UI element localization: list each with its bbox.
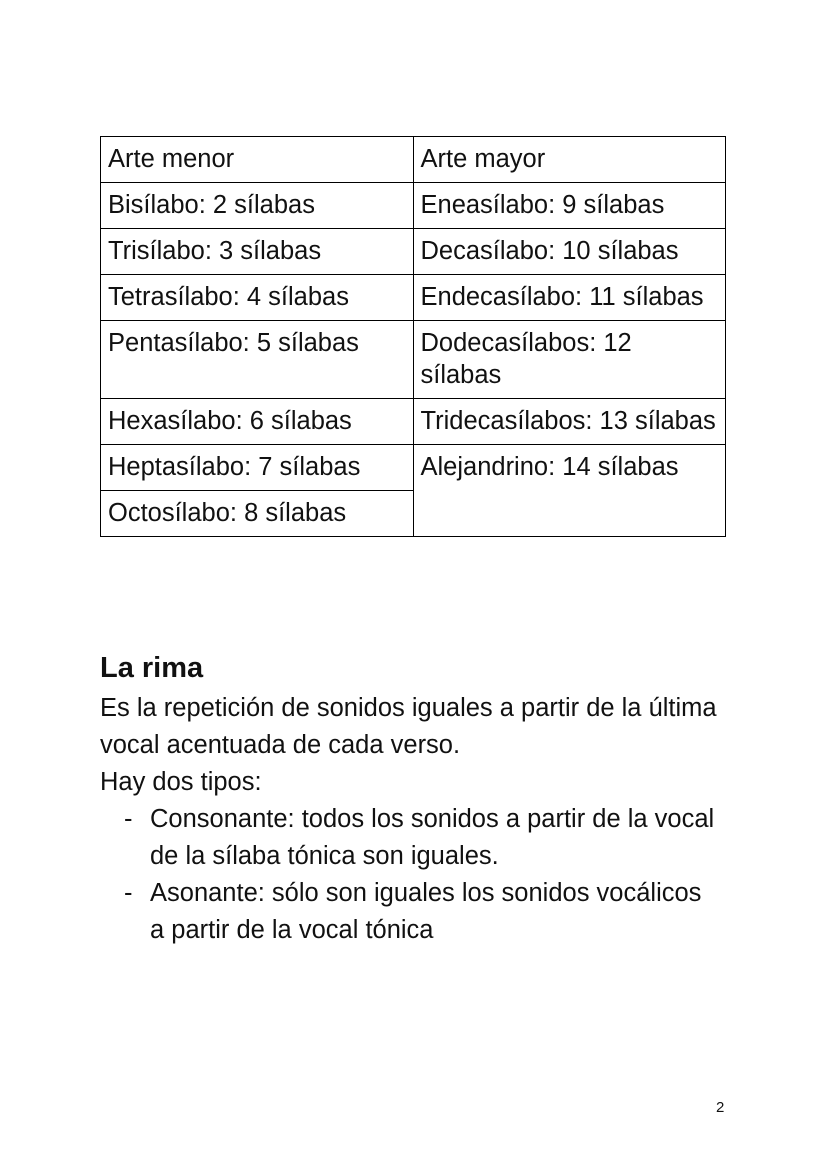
arte-menor-cell: Bisílabo: 2 sílabas [101,183,414,229]
table-row [101,275,726,321]
types-intro: Hay dos tipos: [100,768,262,796]
dash-bullet-icon: - [124,805,133,833]
table-header-row [101,137,726,183]
rima-definition: Es la repetición de sonidos iguales a partir de la última vocal acentuada de cada verso. [100,694,717,759]
list-item [100,875,720,949]
arte-menor-cell: Octosílabo: 8 sílabas [101,491,414,537]
arte-menor-cell: Heptasílabo: 7 sílabas [101,445,414,491]
arte-menor-cell: Tetrasílabo: 4 sílabas [101,275,414,321]
arte-menor-cell: Trisílabo: 3 sílabas [101,229,414,275]
table-row [101,183,726,229]
header-arte-menor: Arte menor [101,137,414,183]
verse-meter-table [100,136,726,537]
table-row [101,229,726,275]
list-item [100,801,720,875]
table-row [101,399,726,445]
arte-menor-cell: Hexasílabo: 6 sílabas [101,399,414,445]
arte-mayor-cell: Alejandrino: 14 sílabas [413,445,726,537]
arte-mayor-cell: Tridecasílabos: 13 sílabas [413,399,726,445]
rhyme-types-list [100,801,720,949]
list-item-text: Asonante: sólo son iguales los sonidos vocálicos a partir de la vocal tónica [150,879,702,944]
header-arte-mayor: Arte mayor [413,137,726,183]
table-row [101,445,726,491]
arte-mayor-cell: Decasílabo: 10 sílabas [413,229,726,275]
page-number: 2 [716,1099,725,1116]
table-row [101,321,726,399]
arte-menor-cell: Pentasílabo: 5 sílabas [101,321,414,399]
dash-bullet-icon: - [124,879,133,907]
arte-mayor-cell: Endecasílabo: 11 sílabas [413,275,726,321]
list-item-text: Consonante: todos los sonidos a partir de la vocal de la sílaba tónica son iguales. [150,805,715,870]
section-title: La rima [100,652,204,684]
arte-mayor-cell: Eneasílabo: 9 sílabas [413,183,726,229]
arte-mayor-cell: Dodecasílabos: 12 sílabas [413,321,726,399]
